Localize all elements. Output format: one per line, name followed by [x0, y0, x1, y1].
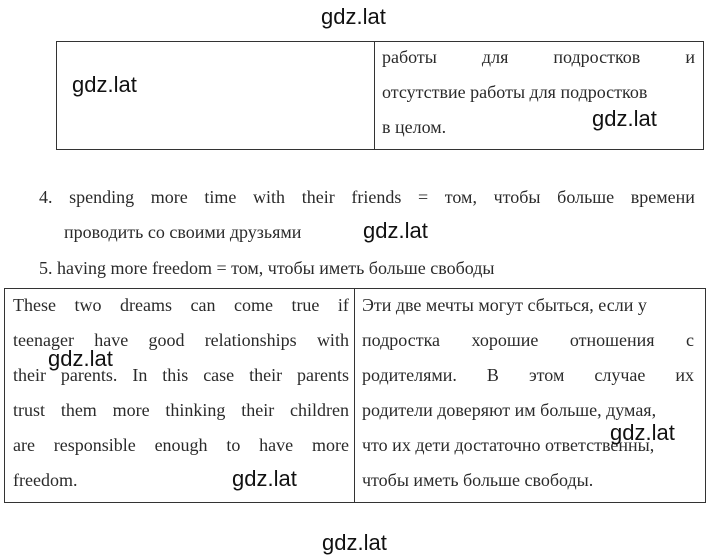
word: children: [290, 400, 349, 420]
word: relationships: [204, 330, 297, 350]
watermark: gdz.lat: [322, 530, 387, 555]
watermark: gdz.lat: [363, 218, 428, 243]
table2-ru-line: [362, 330, 694, 350]
word: their: [301, 187, 335, 207]
word: have: [94, 330, 129, 350]
word: отношения: [569, 330, 655, 350]
watermark: gdz.lat: [48, 346, 113, 371]
word: In: [132, 365, 148, 385]
word: 4.: [39, 187, 53, 207]
table2-en-line: [13, 435, 349, 455]
word: времени: [630, 187, 695, 207]
table2-en-line: freedom.: [13, 470, 78, 490]
table1-right-cell: [375, 42, 703, 149]
word: them: [60, 400, 97, 420]
word: with: [316, 330, 349, 350]
table2-ru-line: [362, 365, 694, 385]
list-item-4-line-1: [39, 187, 695, 207]
word: В: [486, 365, 499, 385]
watermark: gdz.lat: [232, 466, 297, 491]
word: their: [13, 365, 46, 385]
word: хорошие: [471, 330, 539, 350]
word: two: [74, 295, 102, 315]
word: для: [481, 47, 509, 67]
word: том,: [444, 187, 477, 207]
word: их: [675, 365, 694, 385]
word: spending: [69, 187, 135, 207]
word: чтобы: [493, 187, 541, 207]
word: с: [686, 330, 694, 350]
watermark: gdz.lat: [72, 72, 137, 97]
translation-table-1: [56, 41, 704, 150]
word: случае: [594, 365, 646, 385]
word: parents.: [60, 365, 118, 385]
word: подростка: [362, 330, 441, 350]
word: can: [190, 295, 216, 315]
word: этом: [528, 365, 565, 385]
word: These: [13, 295, 56, 315]
word: thinking: [165, 400, 226, 420]
word: more: [150, 187, 188, 207]
word: are: [13, 435, 35, 455]
word: good: [148, 330, 185, 350]
word: dreams: [119, 295, 172, 315]
table2-ru-line: родители доверяют им больше, думая,: [362, 400, 657, 420]
word: больше: [557, 187, 615, 207]
watermark: gdz.lat: [321, 4, 386, 29]
table2-ru-line: чтобы иметь больше свободы.: [362, 470, 594, 490]
table1-right-line: [382, 47, 695, 67]
translation-table-2: [4, 288, 706, 503]
word: their: [241, 400, 275, 420]
word: trust: [13, 400, 46, 420]
table2-english-cell: [5, 289, 354, 502]
watermark: gdz.lat: [610, 420, 675, 445]
word: parents: [297, 365, 349, 385]
word: with: [253, 187, 286, 207]
word: case: [203, 365, 235, 385]
word: this: [162, 365, 189, 385]
table2-russian-cell: [355, 289, 705, 502]
word: работы: [382, 47, 437, 67]
word: родителями.: [362, 365, 457, 385]
word: =: [417, 187, 429, 207]
watermark: gdz.lat: [592, 106, 657, 131]
table2-en-line: [13, 295, 349, 315]
word: true: [291, 295, 320, 315]
word: more: [112, 400, 150, 420]
word: to: [226, 435, 241, 455]
list-item-4-line-2: проводить со своими друзьями: [64, 222, 302, 242]
word: friends: [351, 187, 402, 207]
table2-en-line: [13, 400, 349, 420]
word: подростков: [553, 47, 641, 67]
word: time: [204, 187, 237, 207]
table2-ru-line: Эти две мечты могут сбыться, если у: [362, 295, 647, 315]
word: if: [337, 295, 349, 315]
table1-right-line: в целом.: [382, 117, 447, 137]
word: come: [233, 295, 273, 315]
table1-right-line: отсутствие работы для подростков: [382, 82, 648, 102]
word: more: [311, 435, 349, 455]
word: responsible: [53, 435, 136, 455]
word: teenager: [13, 330, 74, 350]
word: their: [249, 365, 283, 385]
list-item-5: 5. having more freedom = том, чтобы иметь больше свободы: [39, 258, 495, 278]
word: и: [685, 47, 695, 67]
table2-ru-line: что их дети достаточно ответственны,: [362, 435, 655, 455]
word: enough: [154, 435, 208, 455]
word: have: [259, 435, 294, 455]
